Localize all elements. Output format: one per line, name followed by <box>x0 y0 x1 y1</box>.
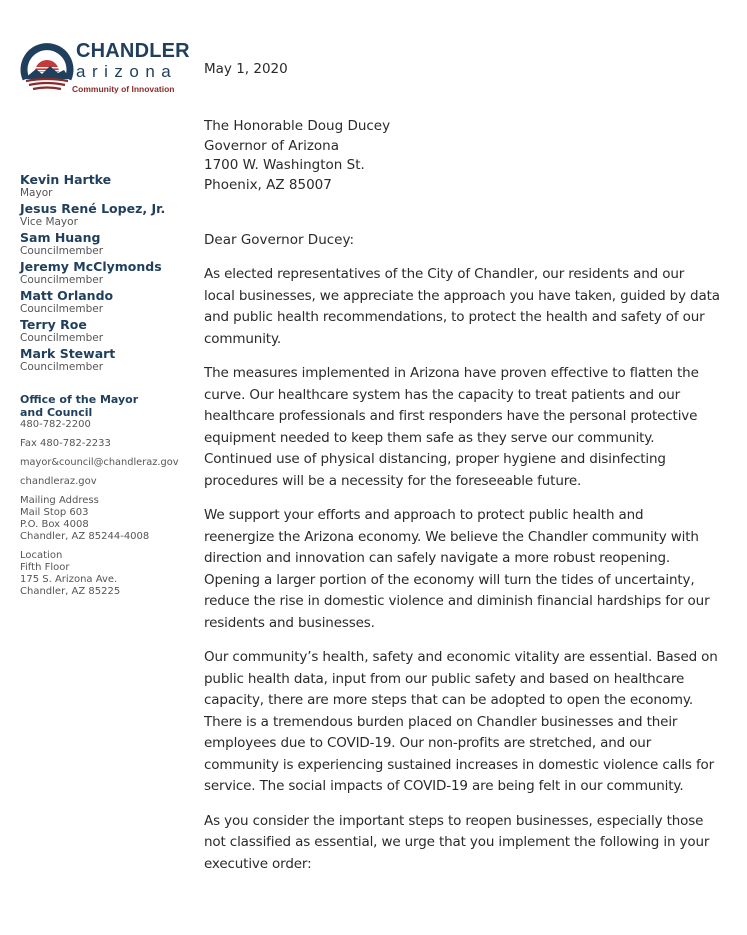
paragraph <box>204 647 724 798</box>
official-entry <box>20 288 195 315</box>
paragraph-line: community. <box>204 330 281 347</box>
official-entry <box>20 317 195 344</box>
paragraph-line: local businesses, we appreciate the approach you have taken, guided by data <box>204 287 720 304</box>
office-website-link[interactable]: chandleraz.gov <box>20 476 97 487</box>
paragraph-line: service. The social impacts of COVID-19 are being felt in our community. <box>204 778 684 794</box>
paragraph-line: capacity, there are more steps that can be adopted to open the economy. <box>204 692 693 708</box>
official-entry <box>20 259 195 286</box>
letter-body <box>204 117 724 875</box>
recipient-line: The Honorable Doug Ducey <box>204 118 391 134</box>
paragraph-line: equipment needed to keep them safe as they serve our community. <box>204 429 655 446</box>
location-address-line: Location <box>20 550 63 561</box>
official-name: Sam Huang <box>20 230 101 245</box>
official-title: Mayor <box>20 187 53 199</box>
mailing-address <box>20 495 195 543</box>
paragraph-line: executive order: <box>204 855 312 872</box>
logo-state-name: arizona <box>76 62 178 81</box>
official-entry <box>20 172 195 199</box>
paragraph-line: reenergize the Arizona economy. We believe the Chandler community with <box>204 528 699 545</box>
paragraph-line: residents and businesses. <box>204 614 375 631</box>
letter-date: May 1, 2020 <box>204 61 288 77</box>
paragraph-line: employees due to COVID-19. Our non-profits are stretched, and our <box>204 735 652 751</box>
paragraph-line: Opening a larger portion of the economy will turn the tides of uncertainty, <box>204 571 695 588</box>
official-title: Councilmember <box>20 361 104 373</box>
official-title: Vice Mayor <box>20 216 78 228</box>
official-title: Councilmember <box>20 245 104 257</box>
office-fax: Fax 480-782-2233 <box>20 438 111 449</box>
paragraph <box>204 264 724 350</box>
logo-tagline: Community of Innovation <box>72 84 175 94</box>
mailing-address-line: Mailing Address <box>20 495 99 506</box>
salutation: Dear Governor Ducey: <box>204 232 355 248</box>
mailing-address-line: Mail Stop 603 <box>20 507 89 518</box>
location-address-line: 175 S. Arizona Ave. <box>20 574 118 585</box>
office-heading-line: Office of the Mayor <box>20 393 139 406</box>
official-name: Jeremy McClymonds <box>20 259 162 274</box>
mailing-address-line: P.O. Box 4008 <box>20 519 89 530</box>
paragraph-line: reduce the rise in domestic violence and diminish financial hardships for our <box>204 593 710 609</box>
official-name: Matt Orlando <box>20 288 114 303</box>
recipient-line: Governor of Arizona <box>204 137 339 154</box>
paragraph-line: The measures implemented in Arizona have proven effective to flatten the <box>204 365 699 381</box>
paragraph-line: As elected representatives of the City of Chandler, our residents and our <box>204 266 685 282</box>
official-title: Councilmember <box>20 303 104 315</box>
paragraph-line: curve. Our healthcare system has the capacity to treat patients and our <box>204 386 681 403</box>
office-heading-line: and Council <box>20 406 93 419</box>
official-name: Terry Roe <box>20 317 87 332</box>
paragraph-line: Our community’s health, safety and economic vitality are essential. Based on <box>204 649 718 665</box>
office-email-link[interactable]: mayor&council@chandleraz.gov <box>20 457 179 468</box>
location-address-line: Chandler, AZ 85225 <box>20 586 121 597</box>
official-entry <box>20 230 195 257</box>
chandler-emblem-icon <box>20 39 74 93</box>
official-name: Jesus René Lopez, Jr. <box>20 201 166 216</box>
paragraph-line: There is a tremendous burden placed on Chandler businesses and their <box>204 713 678 730</box>
recipient-block <box>204 117 724 195</box>
official-entry <box>20 346 195 373</box>
location-address-line: Fifth Floor <box>20 562 70 573</box>
paragraph <box>204 505 724 634</box>
mailing-address-line: Chandler, AZ 85244-4008 <box>20 531 150 542</box>
location-address <box>20 550 195 598</box>
logo-city-name: CHANDLER <box>76 40 190 62</box>
paragraph-line: not classified as essential, we urge that you implement the following in your <box>204 834 710 850</box>
official-title: Councilmember <box>20 332 104 344</box>
office-heading <box>20 393 195 419</box>
paragraph-line: We support your efforts and approach to protect public health and <box>204 507 644 523</box>
official-name: Mark Stewart <box>20 346 116 361</box>
office-phone: 480-782-2200 <box>20 419 91 430</box>
paragraph-line: community is experiencing sustained increases in domestic violence calls for <box>204 756 715 773</box>
paragraph-line: As you consider the important steps to reopen businesses, especially those <box>204 812 704 829</box>
official-title: Councilmember <box>20 274 104 286</box>
paragraph-line: public health data, input from our public safety and based on healthcare <box>204 670 685 687</box>
paragraph-line: and public health recommendations, to protect the health and safety of our <box>204 309 705 325</box>
paragraph-line: Continued use of physical distancing, proper hygiene and disinfecting <box>204 451 666 467</box>
recipient-line: 1700 W. Washington St. <box>204 157 365 173</box>
official-name: Kevin Hartke <box>20 172 112 187</box>
paragraph <box>204 363 724 492</box>
paragraph-line: direction and innovation can safely navigate a more robust reopening. <box>204 550 671 566</box>
city-logo <box>20 36 188 98</box>
paragraph <box>204 811 724 876</box>
official-entry <box>20 201 195 228</box>
paragraph-line: healthcare professionals and first responders have the personal protective <box>204 408 698 424</box>
council-sidebar <box>20 172 195 598</box>
paragraph-line: procedures will be a necessity for the foreseeable future. <box>204 472 582 489</box>
recipient-line: Phoenix, AZ 85007 <box>204 176 332 193</box>
